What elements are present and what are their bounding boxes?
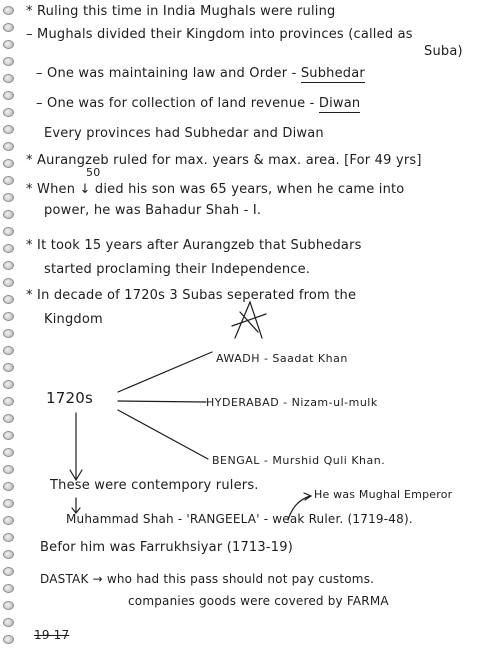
arrow-to-hyderabad (118, 401, 206, 402)
line-suba: Suba) (424, 44, 463, 59)
line-land-revenue (36, 96, 360, 111)
line-every-province: Every provinces had Subhedar and Diwan (44, 126, 324, 141)
arrow-to-awadh (118, 352, 212, 392)
line-farrukhsiyar: Befor him was Farrukhsiyar (1713-19) (40, 540, 293, 555)
line-decade: * In decade of 1720s 3 Subas seperated from the (26, 288, 357, 303)
label-awadh: AWADH - Saadat Khan (216, 352, 348, 365)
line-proclaiming: started proclaming their Independence. (44, 262, 311, 277)
line-dastak: DASTAK → who had this pass should not pay customs. (40, 572, 375, 586)
line-ruling: * Ruling this time in India Mughals were ruling (26, 4, 336, 19)
label-hyderabad: HYDERABAD - Nizam-ul-mulk (206, 396, 378, 409)
arrow-to-bengal (118, 410, 208, 459)
label-bengal: BENGAL - Murshid Quli Khan. (212, 454, 386, 467)
page-number: 19 17 (34, 628, 70, 642)
line-bahadur-shah: power, he was Bahadur Shah - I. (44, 203, 262, 218)
scribble-mark (232, 302, 266, 338)
line-kingdom: Kingdom (44, 312, 103, 327)
line-when-died: * When ↓ died his son was 65 years, when he came into (26, 182, 405, 197)
land-revenue-text: – One was for collection of land revenue - (36, 96, 319, 111)
line-contemporary: These were contempory rulers. (50, 478, 259, 493)
line-farma: companies goods were covered by FARMA (128, 594, 389, 608)
line-aurangzeb: * Aurangzeb ruled for max. years & max. area. [For 49 yrs] (26, 153, 422, 168)
line-mughals-divided: – Mughals divided their Kingdom into provinces (called as (26, 27, 413, 42)
diwan-term: Diwan (318, 96, 361, 111)
note-mughal-emperor: He was Mughal Emperor (314, 488, 453, 501)
label-year-1720s: 1720s (46, 389, 93, 407)
line-fifteen-years: * It took 15 years after Aurangzeb that Subhedars (26, 238, 362, 253)
line-law-order (36, 66, 365, 81)
law-order-text: – One was maintaining law and Order - (36, 66, 301, 81)
aurangzeb-sub-number: 50 (86, 166, 101, 179)
subhedar-term: Subhedar (300, 66, 365, 81)
line-muhammad-shah: Muhammad Shah - 'RANGEELA' - weak Ruler. (1719-48). (66, 512, 413, 526)
